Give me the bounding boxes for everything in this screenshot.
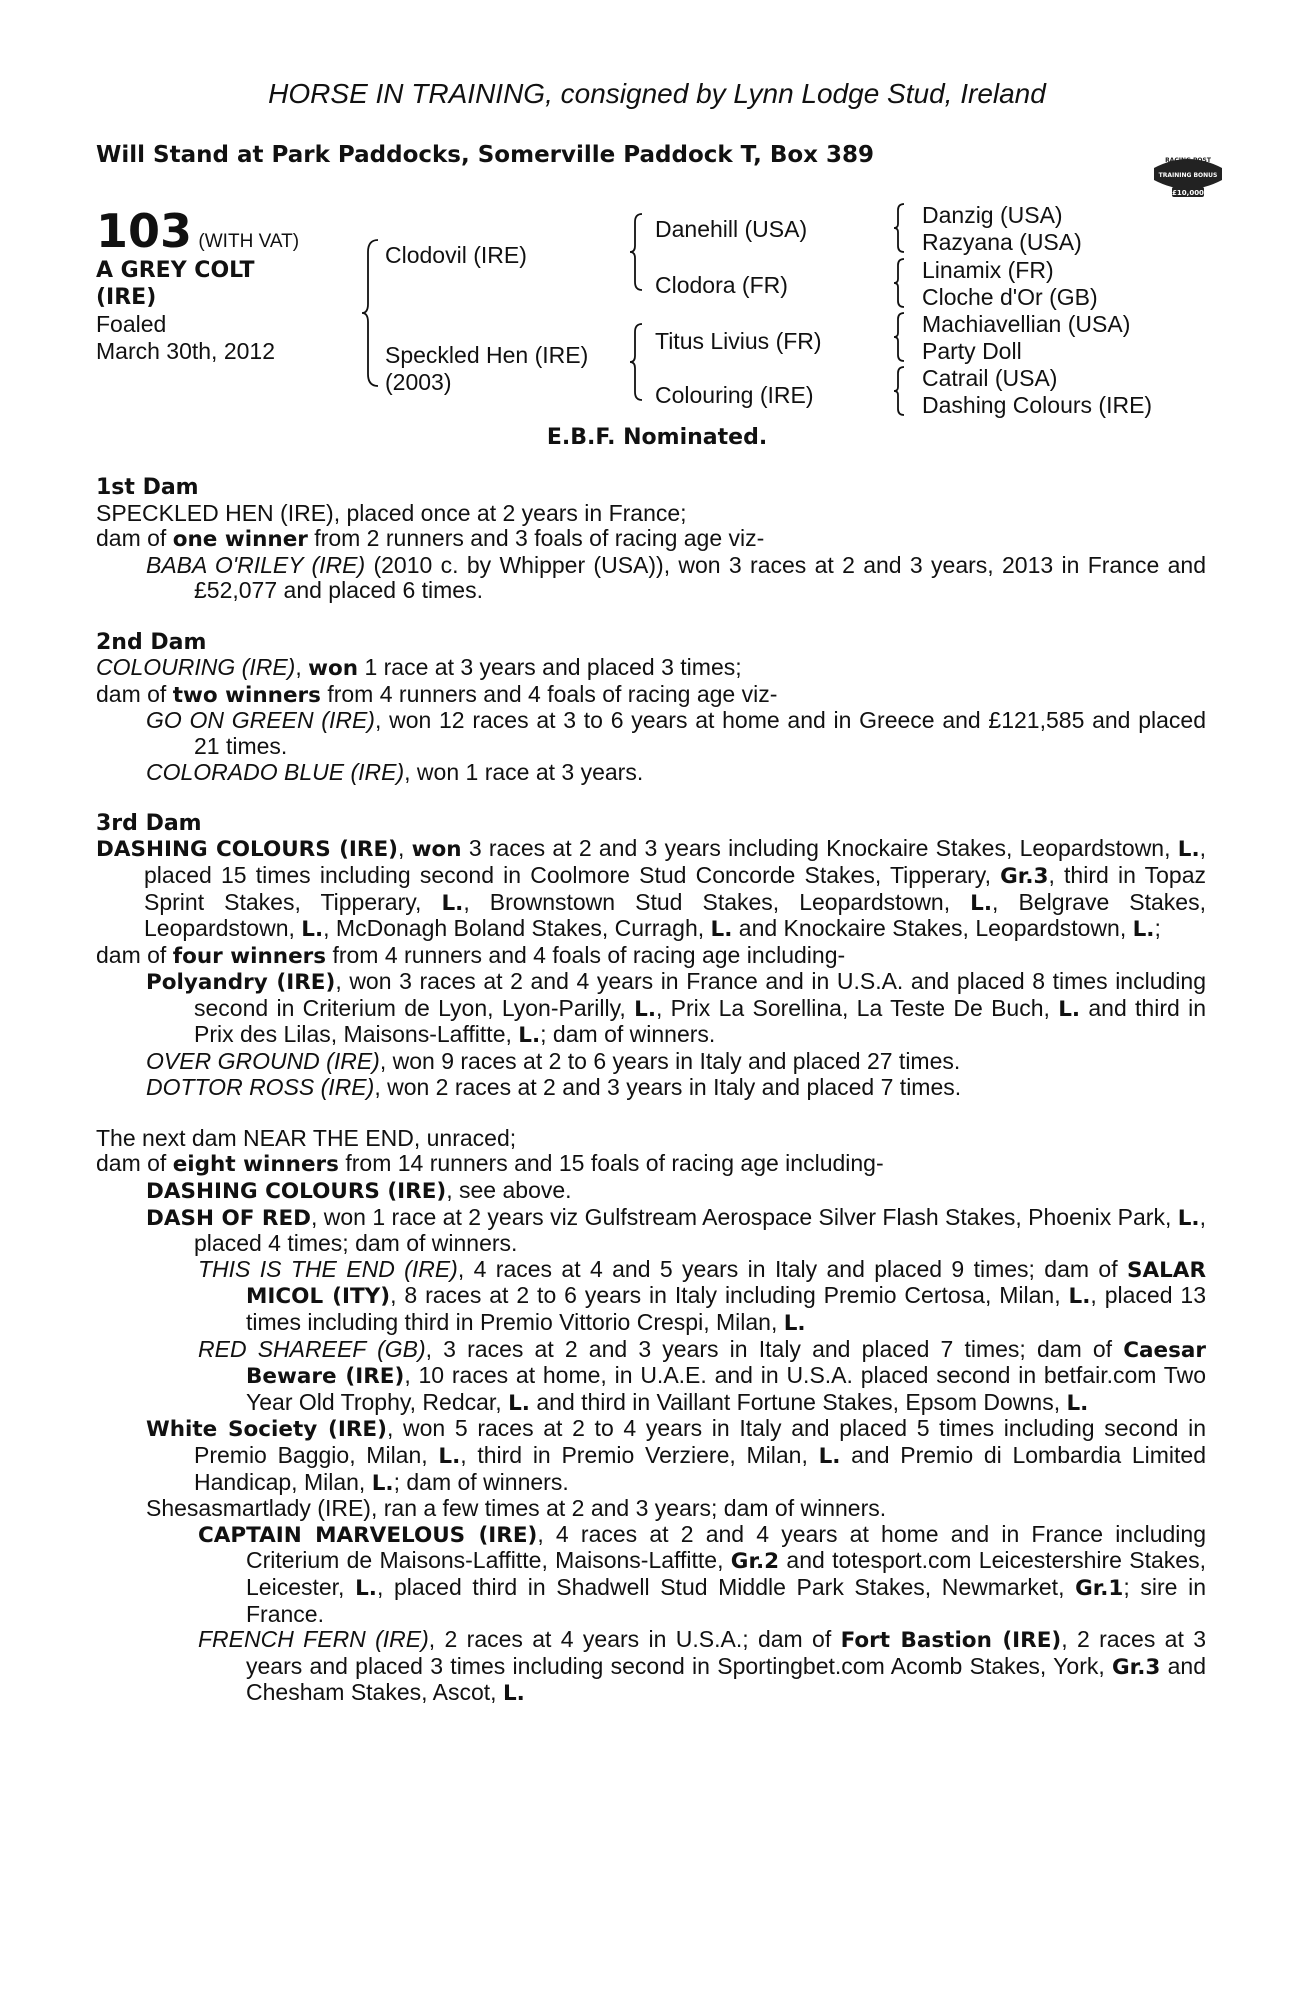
catalogue-header: HORSE IN TRAINING, consigned by Lynn Lodge Stud, Ireland [268,78,1046,109]
listed-mark: L. [1177,837,1200,863]
progeny-entry [96,1522,1206,1627]
third-dam-produce [96,943,1206,970]
progeny-entry [96,1416,1206,1496]
horse-name: CAPTAIN MARVELOUS (IRE) [198,1522,538,1548]
pedigree-sire-dam: Clodora (FR) [655,272,788,298]
horse-name: BABA O'RILEY (IRE) [146,551,366,578]
pedigree-g1: Danzig (USA) [922,202,1063,228]
listed-mark: L. [508,1390,530,1416]
listed-mark: L. [634,996,656,1022]
text: , placed third in Shadwell Stud Middle Park Stakes, Newmarket, [376,1573,1076,1600]
listed-mark: L. [783,1311,806,1336]
first-dam-produce [96,526,1206,553]
next-dam-produce [96,1151,1206,1178]
text: , 4 races at 4 and 5 years in Italy and placed 9 times; dam of [457,1255,1127,1282]
text: 3 races at 2 and 3 years including Knockaire Stakes, Leopardstown, [461,835,1178,862]
listed-mark: L. [710,917,733,943]
listed-mark: L. [518,1023,541,1049]
horse-name: Polyandry (IRE) [146,970,336,996]
text: ; [1154,915,1161,942]
pedigree-g3-brace-icon [892,311,906,363]
listed-mark: L. [301,917,324,943]
third-dam-heading: 3rd Dam [96,810,202,836]
third-dam-record: DASHING COLOURS (IRE), won 3 races at 2 and 3 years including Knockaire Stakes, Leopardstown, L., placed 15 times including second in Coolmore Stud Concorde Stakes, Tipperary, Gr.3, third in Topaz Sprint Stakes, Tipperary, L., Brownstown Stud Stakes, Leopardstown, L., Belgrave Stakes, Leopardstown, L., McDonagh Boland Stakes, Curragh, L. and Knockaire Stakes, Leopardstown, L.; [96,835,1207,943]
listed-mark: L. [1068,1284,1091,1310]
progeny-entry [96,1049,1206,1075]
text: , won 1 race at 2 years viz Gulfstream Aerospace Silver Flash Stakes, Phoenix Park, [311,1203,1178,1230]
first-dam-line: SPECKLED HEN (IRE), placed once at 2 years in France; [96,499,687,526]
text: , Belgrave Stakes, Leopardstown, [144,888,1206,942]
pedigree-g8: Dashing Colours (IRE) [922,392,1153,418]
text: and totesport.com Leicestershire Stakes, Leicester, [246,1547,1206,1600]
text: , third in Topaz Sprint Stakes, Tipperary, [144,861,1206,915]
group1-mark: Gr.1 [1075,1575,1124,1601]
next-dam-line: The next dam NEAR THE END, unraced; [96,1124,517,1151]
pedigree-g4-brace-icon [892,365,906,417]
horse-name: DASHING COLOURS (IRE) [96,837,398,863]
horse-name: Fort Bastion (IRE) [840,1628,1062,1654]
pedigree-g6: Party Doll [922,338,1022,364]
text: dam of [96,680,173,707]
text: from 4 runners and 4 foals of racing age including- [326,941,846,968]
pedigree-notes [96,475,1206,1707]
text: , Prix La Sorellina, La Teste De Buch, [656,994,1059,1021]
listed-mark: L. [1132,917,1155,943]
text: , won 5 races at 2 to 4 years in Italy and placed 5 times including second in Premio Baggio, Milan, [194,1415,1207,1468]
text: , won 2 races at 2 and 3 years in Italy and placed 7 times. [374,1073,962,1100]
listed-mark: L. [441,890,464,916]
text: dam of [96,1150,173,1177]
progeny-entry [96,969,1206,1049]
pedigree-g3: Linamix (FR) [922,257,1054,283]
text: from 14 runners and 15 foals of racing age including- [338,1150,884,1177]
listed-mark: L. [355,1575,377,1601]
listed-mark: L. [1058,996,1081,1022]
text: , placed 13 times including third in Premio Vittorio Crespi, Milan, [246,1282,1207,1335]
text: , 2 races at 4 years in U.S.A.; dam of [428,1626,841,1653]
horse-name: White Society (IRE) [146,1417,387,1443]
winner-count: eight winners [172,1152,339,1178]
text: , 3 races at 2 and 3 years in Italy and placed 7 times; dam of [425,1335,1124,1362]
progeny-entry [96,1205,1206,1257]
progeny-entry [96,553,1206,604]
progeny-entry [96,760,1206,786]
text: , 4 races at 2 and 4 years at home and in France including Criterium de Maisons-Laffitte, Maisons-Laffitte, [246,1520,1206,1574]
lot-number: 103 [96,204,193,258]
text: and third in Prix des Lilas, Maisons-Laffitte, [194,994,1206,1048]
progeny-entry [96,1257,1206,1337]
text: dam of [96,941,173,968]
pedigree-sire: Clodovil (IRE) [385,242,527,268]
won-label: won [308,656,359,682]
winner-count: four winners [172,943,327,969]
pedigree-g7: Catrail (USA) [922,365,1058,391]
progeny-entry: Shesasmartlady (IRE), ran a few times at 2 and 3 years; dam of winners. [146,1495,887,1522]
text: (2010 c. by Whipper (USA)), won 3 races at 2 and 3 years, 2013 in France and £52,077 and placed 6 times. [194,551,1206,604]
pedigree-g2: Razyana (USA) [922,229,1082,255]
text: , see above. [446,1177,572,1204]
text: , Brownstown Stud Stakes, Leopardstown, [463,888,971,915]
pedigree-g1-brace-icon [892,202,906,254]
text: dam of [96,525,173,552]
horse-name: SALAR MICOL (ITY) [246,1257,1207,1310]
text: , won 3 races at 2 and 4 years in France and in U.S.A. and placed 8 times including second in Criterium de Lyon, Lyon-Parilly, [194,968,1206,1021]
text: , placed 15 times including second in Coolmore Stud Concorde Stakes, Tipperary, [144,835,1207,888]
text: , won 9 races at 2 to 6 years in Italy and placed 27 times. [379,1048,961,1075]
text: and Chesham Stakes, Ascot, [246,1652,1207,1706]
foaled-date: March 30th, 2012 [96,338,276,364]
text: , won 1 race at 3 years. [404,758,644,785]
second-dam-heading: 2nd Dam [96,629,207,655]
badge-mid-text: TRAINING BONUS [1158,172,1218,179]
text: , 8 races at 2 to 6 years in Italy including Premio Certosa, Milan, [390,1282,1069,1309]
pedigree-dam-year: (2003) [385,369,452,395]
pedigree-dam-dam: Colouring (IRE) [655,382,814,408]
badge-top-text: RACING POST [1165,157,1211,164]
listed-mark: L. [818,1443,841,1469]
text: ; sire in France. [246,1573,1206,1627]
lot-description: A GREY COLT [96,258,255,283]
text: , won 12 races at 3 to 6 years at home and in Greece and £121,585 and placed 21 times. [194,707,1206,759]
text: , 2 races at 3 years and placed 3 times including second in Sportingbet.com Acomb Stakes, York, [246,1626,1206,1679]
text: and Premio di Lombardia Limited Handicap, Milan, [194,1441,1206,1495]
first-dam-heading: 1st Dam [96,475,199,500]
pedigree-sire-brace-icon [628,212,644,292]
horse-name: Caesar Beware (IRE) [246,1337,1206,1390]
text: from 2 runners and 3 foals of racing age viz- [307,525,765,552]
lot-vat: (WITH VAT) [198,231,300,252]
badge-bottom-text: £10,000 [1172,189,1204,197]
pedigree-g5: Machiavellian (USA) [922,311,1131,337]
text: , third in Premio Verziere, Milan, [460,1441,819,1468]
pedigree-dam-sire: Titus Livius (FR) [655,328,822,354]
listed-mark: L. [502,1681,525,1707]
winner-count: two winners [172,682,321,708]
pedigree-dam-brace-icon [628,322,644,402]
foaled-label: Foaled [96,311,167,337]
text: and third in Vaillant Fortune Stakes, Epsom Downs, [529,1388,1067,1415]
second-dam-line: COLOURING (IRE), won 1 race at 3 years and placed 3 times; [96,654,742,682]
progeny-entry [96,708,1206,759]
training-bonus-badge-icon [1150,146,1226,204]
text: ; dam of winners. [393,1468,569,1495]
group3-mark: Gr.3 [1000,863,1049,889]
pedigree-sire-sire: Danehill (USA) [655,216,808,242]
winner-count: one winner [172,527,308,553]
group3-mark: Gr.3 [1112,1654,1161,1680]
progeny-entry [96,1627,1206,1707]
progeny-entry [96,1178,1206,1205]
pedigree-g2-brace-icon [892,257,906,309]
won-label: won [411,837,462,863]
text: , 10 races at home, in U.A.E. and in U.S.A. placed second in betfair.com Two Year Old Trophy, Redcar, [246,1362,1206,1415]
listed-mark: L. [1177,1205,1200,1231]
lot-description-country: (IRE) [96,285,157,310]
pedigree-main-brace-icon [360,238,380,388]
horse-name: COLORADO BLUE (IRE) [146,758,405,785]
progeny-entry [96,1075,1206,1101]
horse-name: DOTTOR ROSS (IRE) [146,1073,375,1100]
listed-mark: L. [438,1443,461,1469]
group2-mark: Gr.2 [730,1549,780,1575]
listed-mark: L. [371,1470,394,1496]
horse-name: COLOURING (IRE) [96,654,296,681]
ebf-nominated: E.B.F. Nominated. [546,425,768,450]
horse-name: GO ON GREEN (IRE) [146,707,375,734]
horse-name: DASH OF RED [146,1205,311,1231]
pedigree-dam: Speckled Hen (IRE) [385,342,589,368]
listed-mark: L. [1066,1390,1089,1416]
horse-name: OVER GROUND (IRE) [146,1048,380,1075]
horse-name: FRENCH FERN (IRE) [198,1626,429,1653]
horse-name: THIS IS THE END (IRE) [198,1255,458,1282]
text: , placed 4 times; dam of winners. [194,1203,1206,1257]
second-dam-produce [96,682,1206,709]
listed-mark: L. [970,890,993,916]
stand-location: Will Stand at Park Paddocks, Somerville Paddock T, Box 389 [96,142,875,168]
text: and Knockaire Stakes, Leopardstown, [732,915,1133,942]
lot-info [96,205,299,365]
horse-name: DASHING COLOURS (IRE) [146,1179,447,1205]
pedigree-g4: Cloche d'Or (GB) [922,284,1098,310]
text: , McDonagh Boland Stakes, Curragh, [323,915,711,942]
progeny-entry [96,1337,1206,1417]
text: ; dam of winners. [540,1021,716,1048]
text: 1 race at 3 years and placed 3 times; [358,654,742,681]
horse-name: RED SHAREEF (GB) [198,1335,426,1362]
text: from 4 runners and 4 foals of racing age viz- [320,680,778,707]
